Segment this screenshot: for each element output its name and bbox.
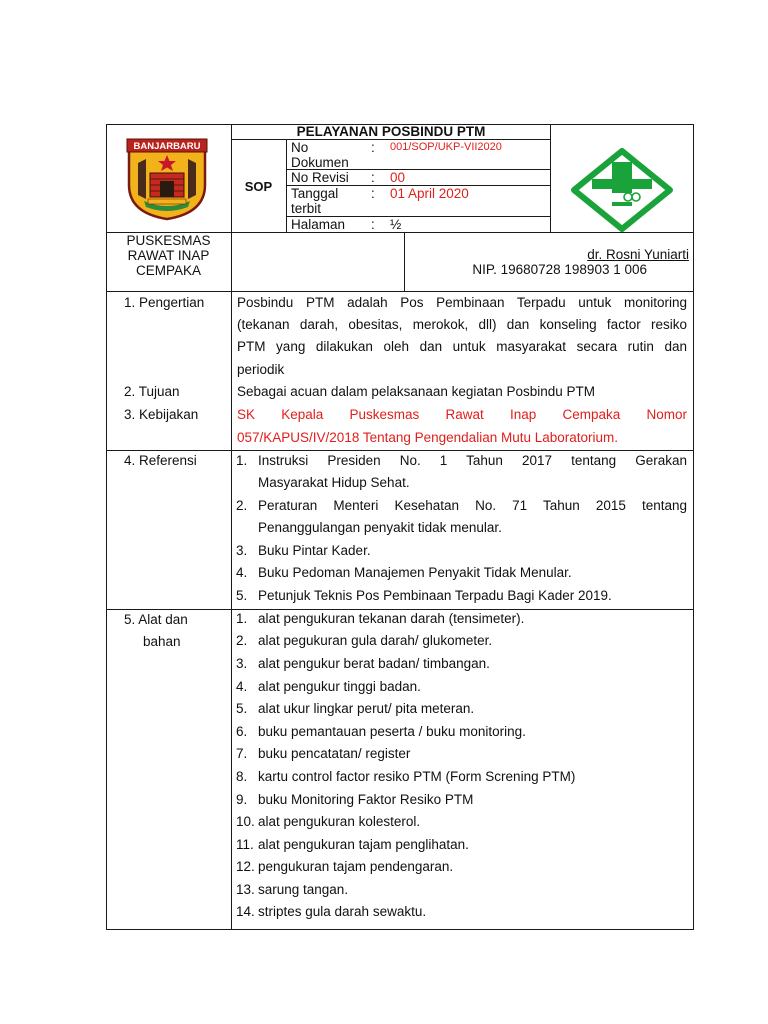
tanggal-terbit-label — [291, 186, 371, 216]
alat-item-number: 5. — [236, 701, 248, 716]
alat-item-text: alat pengukuran tekanan darah (tensimeter). — [258, 611, 525, 626]
referensi-item-number: 5. — [236, 588, 248, 603]
alat-item — [236, 630, 688, 652]
kebijakan-label: 3. Kebijakan — [124, 407, 199, 422]
signer-name: dr. Rosni Yuniarti — [587, 247, 689, 262]
tanggal-terbit-label-line2: terbit — [291, 201, 322, 216]
alat-item-number: 10. — [236, 814, 255, 829]
org-name — [106, 233, 231, 278]
referensi-item-number: 4. — [236, 565, 248, 580]
referensi-item-continuation — [236, 472, 688, 494]
org-name-line1: PUSKESMAS — [126, 233, 211, 248]
alat-item-number: 7. — [236, 746, 248, 761]
alat-item — [236, 901, 688, 923]
health-cross-logo — [570, 148, 674, 232]
kebijakan-line-1: SK Kepala Puskesmas Rawat Inap Cempaka Nomor — [237, 407, 687, 422]
pengertian-line-4: periodik — [237, 362, 285, 377]
alat-item-text: buku pencatatan/ register — [258, 746, 411, 761]
tanggal-terbit-label-line1: Tanggal — [291, 186, 339, 201]
alat-label-line2: bahan — [143, 634, 181, 649]
alat-item-text: pengukuran tajam pendengaran. — [258, 859, 454, 874]
alat-item-text: alat pegukuran gula darah/ glukometer. — [258, 633, 493, 648]
alat-label-line1: 5. Alat dan — [124, 612, 188, 627]
banjarbaru-logo — [124, 135, 210, 221]
alat-item-text: striptes gula darah sewaktu. — [258, 904, 427, 919]
no-dokumen-label — [291, 140, 371, 170]
referensi-item-number: 2. — [236, 498, 248, 513]
alat-item-number: 11. — [236, 837, 254, 852]
referensi-item-text: Buku Pintar Kader. — [258, 543, 371, 558]
tanggal-terbit-value: 01 April 2020 — [390, 186, 469, 201]
kebijakan-line-2: 057/KAPUS/IV/2018 Tentang Pengendalian Mutu Laboratorium. — [237, 430, 619, 445]
org-name-line2: RAWAT INAP — [127, 248, 210, 263]
referensi-item-text: Buku Pedoman Manajemen Penyakit Tidak Menular. — [258, 565, 572, 580]
alat-item — [236, 743, 688, 765]
alat-item-text: alat pengukur tinggi badan. — [258, 679, 421, 694]
referensi-item-text: Instruksi Presiden No. 1 Tahun 2017 tentang Gerakan — [258, 453, 687, 468]
pengertian-line-1: Posbindu PTM adalah Pos Pembinaan Terpadu untuk monitoring — [237, 295, 687, 310]
alat-item — [236, 721, 688, 743]
pengertian-line-3: PTM yang dilakukan oleh dan untuk masyarakat secara rutin dan — [237, 339, 687, 354]
org-name-line3: CEMPAKA — [135, 263, 201, 278]
alat-item-text: buku pemantauan peserta / buku monitoring. — [258, 724, 526, 739]
tujuan-text: Sebagai acuan dalam pelaksanaan kegiatan Posbindu PTM — [237, 384, 595, 399]
alat-item — [236, 834, 688, 856]
halaman-colon: : — [371, 217, 375, 232]
alat-item-number: 8. — [236, 769, 248, 784]
alat-item-text: sarung tangan. — [258, 882, 349, 897]
sop-label: SOP — [244, 179, 273, 194]
no-dokumen-value: 001/SOP/UKP-VII2020 — [390, 141, 502, 153]
referensi-label: 4. Referensi — [124, 453, 197, 468]
alat-item-number: 13. — [236, 882, 255, 897]
referensi-item-text: Petunjuk Teknis Pos Pembinaan Terpadu Bagi Kader 2019. — [258, 588, 612, 603]
alat-item-text: buku Monitoring Faktor Resiko PTM — [258, 792, 474, 807]
alat-item-text: alat pengukuran kolesterol. — [258, 814, 421, 829]
halaman-label: Halaman — [291, 217, 346, 232]
alat-item-text: alat pengukur berat badan/ timbangan. — [258, 656, 490, 671]
referensi-item — [236, 562, 688, 584]
pengertian-line-2: (tekanan darah, obesitas, merokok, dll) dan konseling factor resiko — [237, 317, 687, 332]
logo-text: BANJARBARU — [133, 141, 201, 152]
no-dokumen-colon: : — [371, 140, 375, 155]
no-revisi-label: No Revisi — [291, 170, 349, 185]
referensi-item-number: 1. — [236, 453, 248, 468]
alat-item-text: kartu control factor resiko PTM (Form Screning PTM) — [258, 769, 576, 784]
alat-item — [236, 676, 688, 698]
no-dokumen-label-line2: Dokumen — [291, 155, 349, 170]
tujuan-label: 2. Tujuan — [124, 384, 180, 399]
referensi-item — [236, 585, 688, 607]
alat-item-number: 1. — [236, 611, 248, 626]
signer-nip: NIP. 19680728 198903 1 006 — [472, 262, 647, 277]
alat-item-number: 14. — [236, 904, 255, 919]
pengertian-label: 1. Pengertian — [124, 295, 205, 310]
alat-item — [236, 879, 688, 901]
halaman-value: ½ — [390, 217, 402, 232]
referensi-item-text: Masyarakat Hidup Sehat. — [258, 475, 410, 490]
document-title: PELAYANAN POSBINDU PTM — [296, 124, 486, 139]
referensi-item — [236, 540, 688, 562]
alat-item-number: 6. — [236, 724, 248, 739]
referensi-item — [236, 450, 688, 472]
alat-item-text: alat ukur lingkar perut/ pita meteran. — [258, 701, 475, 716]
alat-item-number: 9. — [236, 792, 248, 807]
referensi-item-number: 3. — [236, 543, 248, 558]
referensi-item-continuation — [236, 517, 688, 539]
alat-item — [236, 766, 688, 788]
no-dokumen-label-line1: No — [291, 140, 309, 155]
alat-item-number: 3. — [236, 656, 248, 671]
alat-item-number: 2. — [236, 633, 248, 648]
alat-item — [236, 811, 688, 833]
tanggal-terbit-colon: : — [371, 186, 375, 201]
alat-item — [236, 789, 688, 811]
no-revisi-colon: : — [371, 170, 375, 185]
alat-label — [124, 609, 188, 653]
alat-item — [236, 653, 688, 675]
referensi-item — [236, 495, 688, 517]
alat-item — [236, 698, 688, 720]
alat-item-number: 12. — [236, 859, 255, 874]
referensi-item-text: Peraturan Menteri Kesehatan No. 71 Tahun 2015 tentang — [258, 498, 687, 513]
alat-item — [236, 856, 688, 878]
alat-item-number: 4. — [236, 679, 248, 694]
no-revisi-value: 00 — [390, 170, 406, 185]
alat-item-text: alat pengukuran tajam penglihatan. — [258, 837, 469, 852]
alat-item — [236, 608, 688, 630]
referensi-item-text: Penanggulangan penyakit tidak menular. — [258, 520, 502, 535]
